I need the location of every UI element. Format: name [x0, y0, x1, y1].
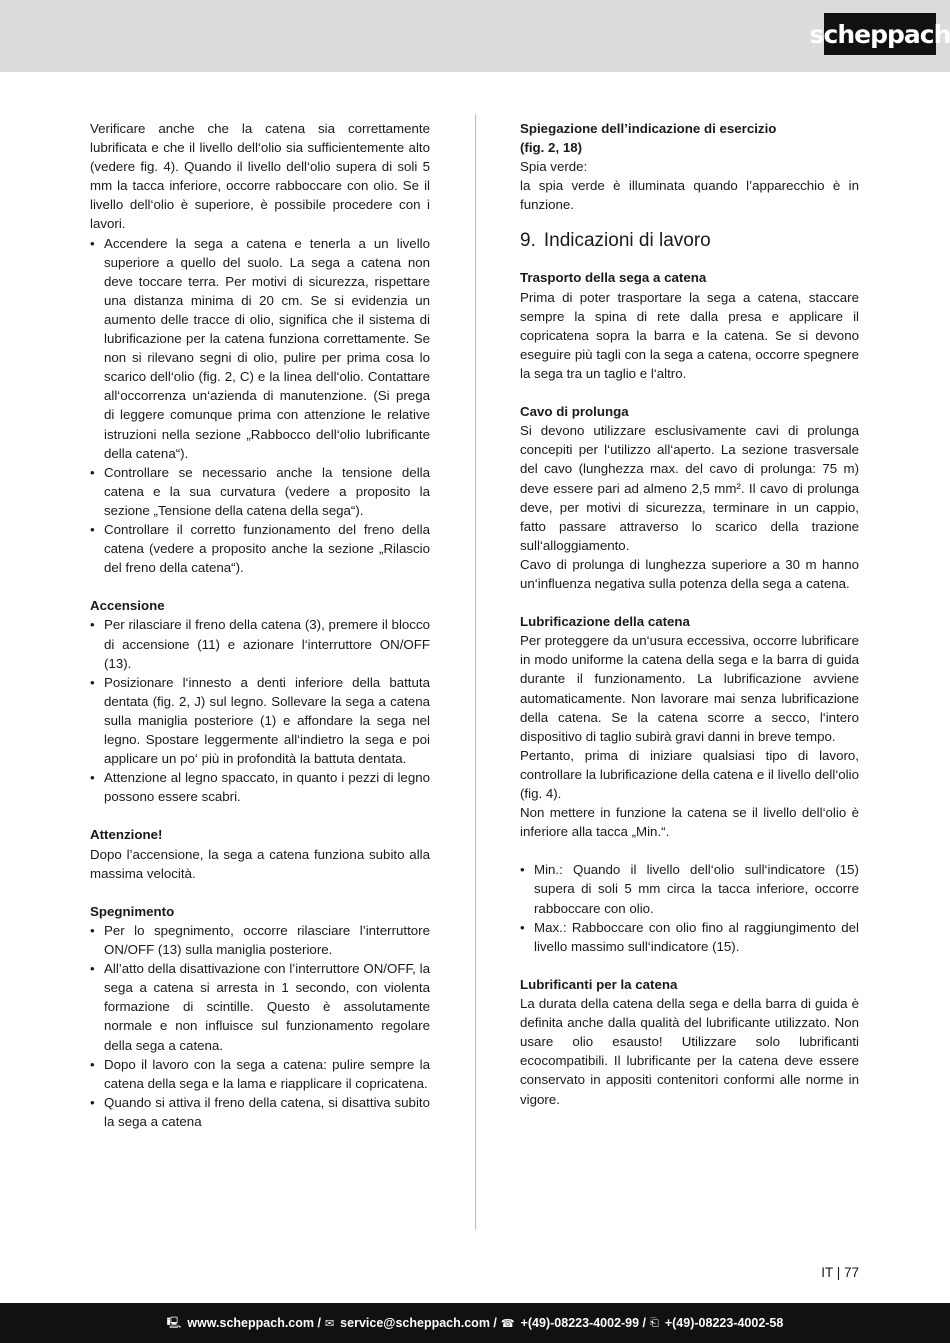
list-item: • Attenzione al legno spaccato, in quanto i pezzi di legno possono essere scabri. — [90, 768, 430, 806]
fax-icon: ⎗ — [650, 1316, 659, 1329]
lubrificazione-heading: Lubrificazione della catena — [520, 614, 690, 630]
spegnimento-heading: Spegnimento — [90, 903, 175, 919]
list-item: • Controllare se necessario anche la tensione della catena e la sua curvatura (vedere a proposito la sezione „Tensione della catena della sega“). — [90, 463, 430, 520]
cavo-text: Cavo di prolunga di lunghezza superiore a 30 m hanno un‘influenza negativa sulla potenza della sega a catena. — [520, 556, 859, 591]
footer-website[interactable]: www.scheppach.com / — [187, 1316, 321, 1330]
spia-text: la spia verde è illuminata quando l’apparecchio è in funzione. — [520, 178, 859, 213]
computer-icon: 🖳 — [166, 1316, 182, 1329]
attenzione-heading: Attenzione! — [90, 827, 163, 843]
cavo-text: Si devono utilizzare esclusivamente cavi di prolunga concepiti per l‘utilizzo all‘aperto. La sezione trasversale del cavo (lunghezza max. del cavo di prolunga: 75 m) deve essere pari ad almeno 2,5 mm². Il cavo di prolunga deve, per motivi di sicurezza, terminare in un cappio, fatto passare attraverso lo scarico della trazione sull‘alloggiamento. — [520, 423, 859, 553]
left-column — [90, 119, 430, 1131]
footer-phone: +(49)-08223-4002-99 / — [520, 1316, 647, 1330]
section-number: 9. — [520, 230, 536, 252]
lubrificazione-text: Pertanto, prima di iniziare qualsiasi tipo di lavoro, controllare la lubrificazione della catena e il livello dell‘olio (fig. 4). — [520, 747, 859, 801]
lubrificanti-text: La durata della catena della sega e della barra di guida è definita anche dalla qualità del lubrificante utilizzato. Non usare olio esausto! Utilizzare solo lubrificanti ecocompatibili. Il lubrificante per la catena deve essere conservato in appositi contenitori conformi alle norme in vigore. — [520, 996, 859, 1107]
page-number: IT | 77 — [821, 1265, 859, 1280]
footer-email[interactable]: service@scheppach.com / — [340, 1316, 497, 1330]
list-item: • All’atto della disattivazione con l’interruttore ON/OFF, la sega a catena si arresta in 1 secondo, con violenta formazione di scintille. Questo è assolutamente normale e non influisce sul funzionamento regolare della sega a catena. — [90, 959, 430, 1054]
accensione-bullet-list — [90, 615, 430, 806]
list-item: • Per lo spegnimento, occorre rilasciare l’interruttore ON/OFF (13) sulla maniglia posteriore. — [90, 921, 430, 959]
footer-bar — [0, 1303, 950, 1343]
list-item: • Min.: Quando il livello dell‘olio sull‘indicatore (15) supera di soli 5 mm circa la tacca inferiore, occorre rabboccare con olio. — [520, 860, 859, 917]
lubrificazione-text: Per proteggere da un‘usura eccessiva, occorre lubrificare in modo uniforme la catena della sega e la barra di guida durante il funzionamento. La lubrificazione avviene automaticamente. Non lavorare mai senza lubrificazione della catena. Se la catena scorre a secco, l‘intero dispositivo di taglio subirà gravi danni in breve tempo. — [520, 633, 859, 744]
list-item: • Controllare il corretto funzionamento del freno della catena (vedere a proposito anche la sezione „Rilascio del freno della catena“). — [90, 520, 430, 577]
footer-fax: +(49)-08223-4002-58 — [664, 1316, 784, 1330]
spia-label: Spia verde: — [520, 159, 588, 175]
spegnimento-bullet-list — [90, 921, 430, 1131]
header-bar — [0, 0, 950, 72]
intro-paragraph: Verificare anche che la catena sia correttamente lubrificata e che il livello dell‘olio sia sufficientemente alto (vedere fig. 4). Quando il livello dell‘olio supera di soli 5 mm la tacca inferiore, occorre rabboccare con olio. Se il livello dell‘olio è superiore, è possibile procedere con i lavori. — [90, 121, 430, 232]
phone-icon: ☎ — [500, 1317, 515, 1330]
column-divider — [475, 114, 476, 1230]
mail-icon: ✉ — [324, 1317, 335, 1330]
list-item: • Dopo il lavoro con la sega a catena: pulire sempre la catena della sega e la lama e riapplicare il copricatena. — [90, 1055, 430, 1093]
right-column — [520, 119, 859, 1109]
cavo-heading: Cavo di prolunga — [520, 404, 629, 420]
lubrificazione-text: Non mettere in funzione la catena se il livello dell‘olio è inferiore alla tacca „Min.“. — [520, 805, 859, 840]
list-item: • Accendere la sega a catena e tenerla a un livello superiore a quello del suolo. La sega a catena non deve toccare terra. Per motivi di sicurezza, rispettare una distanza minima di 20 cm. Se si evidenzia un aumento delle tracce di olio, significa che il sistema di lubrificazione per la catena funziona correttamente. Se non si rilevano segni di olio, pulire per prima cosa lo scarico dell‘olio (fig. 2, C) e la linea dell‘olio. Contattare all‘occorrenza un‘azienda di manutenzione. (Si prega di leggere comunque prima con attenzione le relative istruzioni nella sezione „Rabbocco dell‘olio lubrificante della catena“). — [90, 234, 430, 463]
spiegazione-heading-ref: (fig. 2, 18) — [520, 140, 583, 156]
trasporto-heading: Trasporto della sega a catena — [520, 270, 707, 286]
trasporto-text: Prima di poter trasportare la sega a catena, staccare sempre la spina di rete dalla presa e applicare il copricatena sopra la barra e la catena. Se si devono eseguire più tagli con la sega a catena, occorre spegnere la sega tra un taglio e l‘altro. — [520, 289, 859, 381]
section-heading — [520, 229, 859, 253]
intro-bullet-list — [90, 234, 430, 578]
level-bullet-list — [520, 860, 859, 955]
attenzione-text: Dopo l’accensione, la sega a catena funziona subito alla massima velocità. — [90, 846, 430, 881]
list-item: • Max.: Rabboccare con olio fino al raggiungimento del livello massimo sull‘indicatore (15). — [520, 918, 859, 956]
spiegazione-heading: Spiegazione dell’indicazione di esercizio — [520, 121, 777, 136]
lubrificanti-heading: Lubrificanti per la catena — [520, 976, 678, 992]
section-title: Indicazioni di lavoro — [543, 230, 711, 252]
list-item: • Per rilasciare il freno della catena (3), premere il blocco di accensione (11) e azionare l‘interruttore ON/OFF (13). — [90, 615, 430, 672]
accensione-heading: Accensione — [90, 598, 165, 614]
list-item: • Posizionare l‘innesto a denti inferiore della battuta dentata (fig. 2, J) sul legno. Sollevare la sega a catena sulla maniglia posteriore (1) e affondare la sega nel legno. Spostare leggermente all‘indietro la sega e poi applicare un po‘ più in profondità la battuta dentata. — [90, 673, 430, 768]
list-item: • Quando si attiva il freno della catena, si disattiva subito la sega a catena — [90, 1093, 430, 1131]
scheppach-logo: scheppach — [824, 13, 936, 55]
